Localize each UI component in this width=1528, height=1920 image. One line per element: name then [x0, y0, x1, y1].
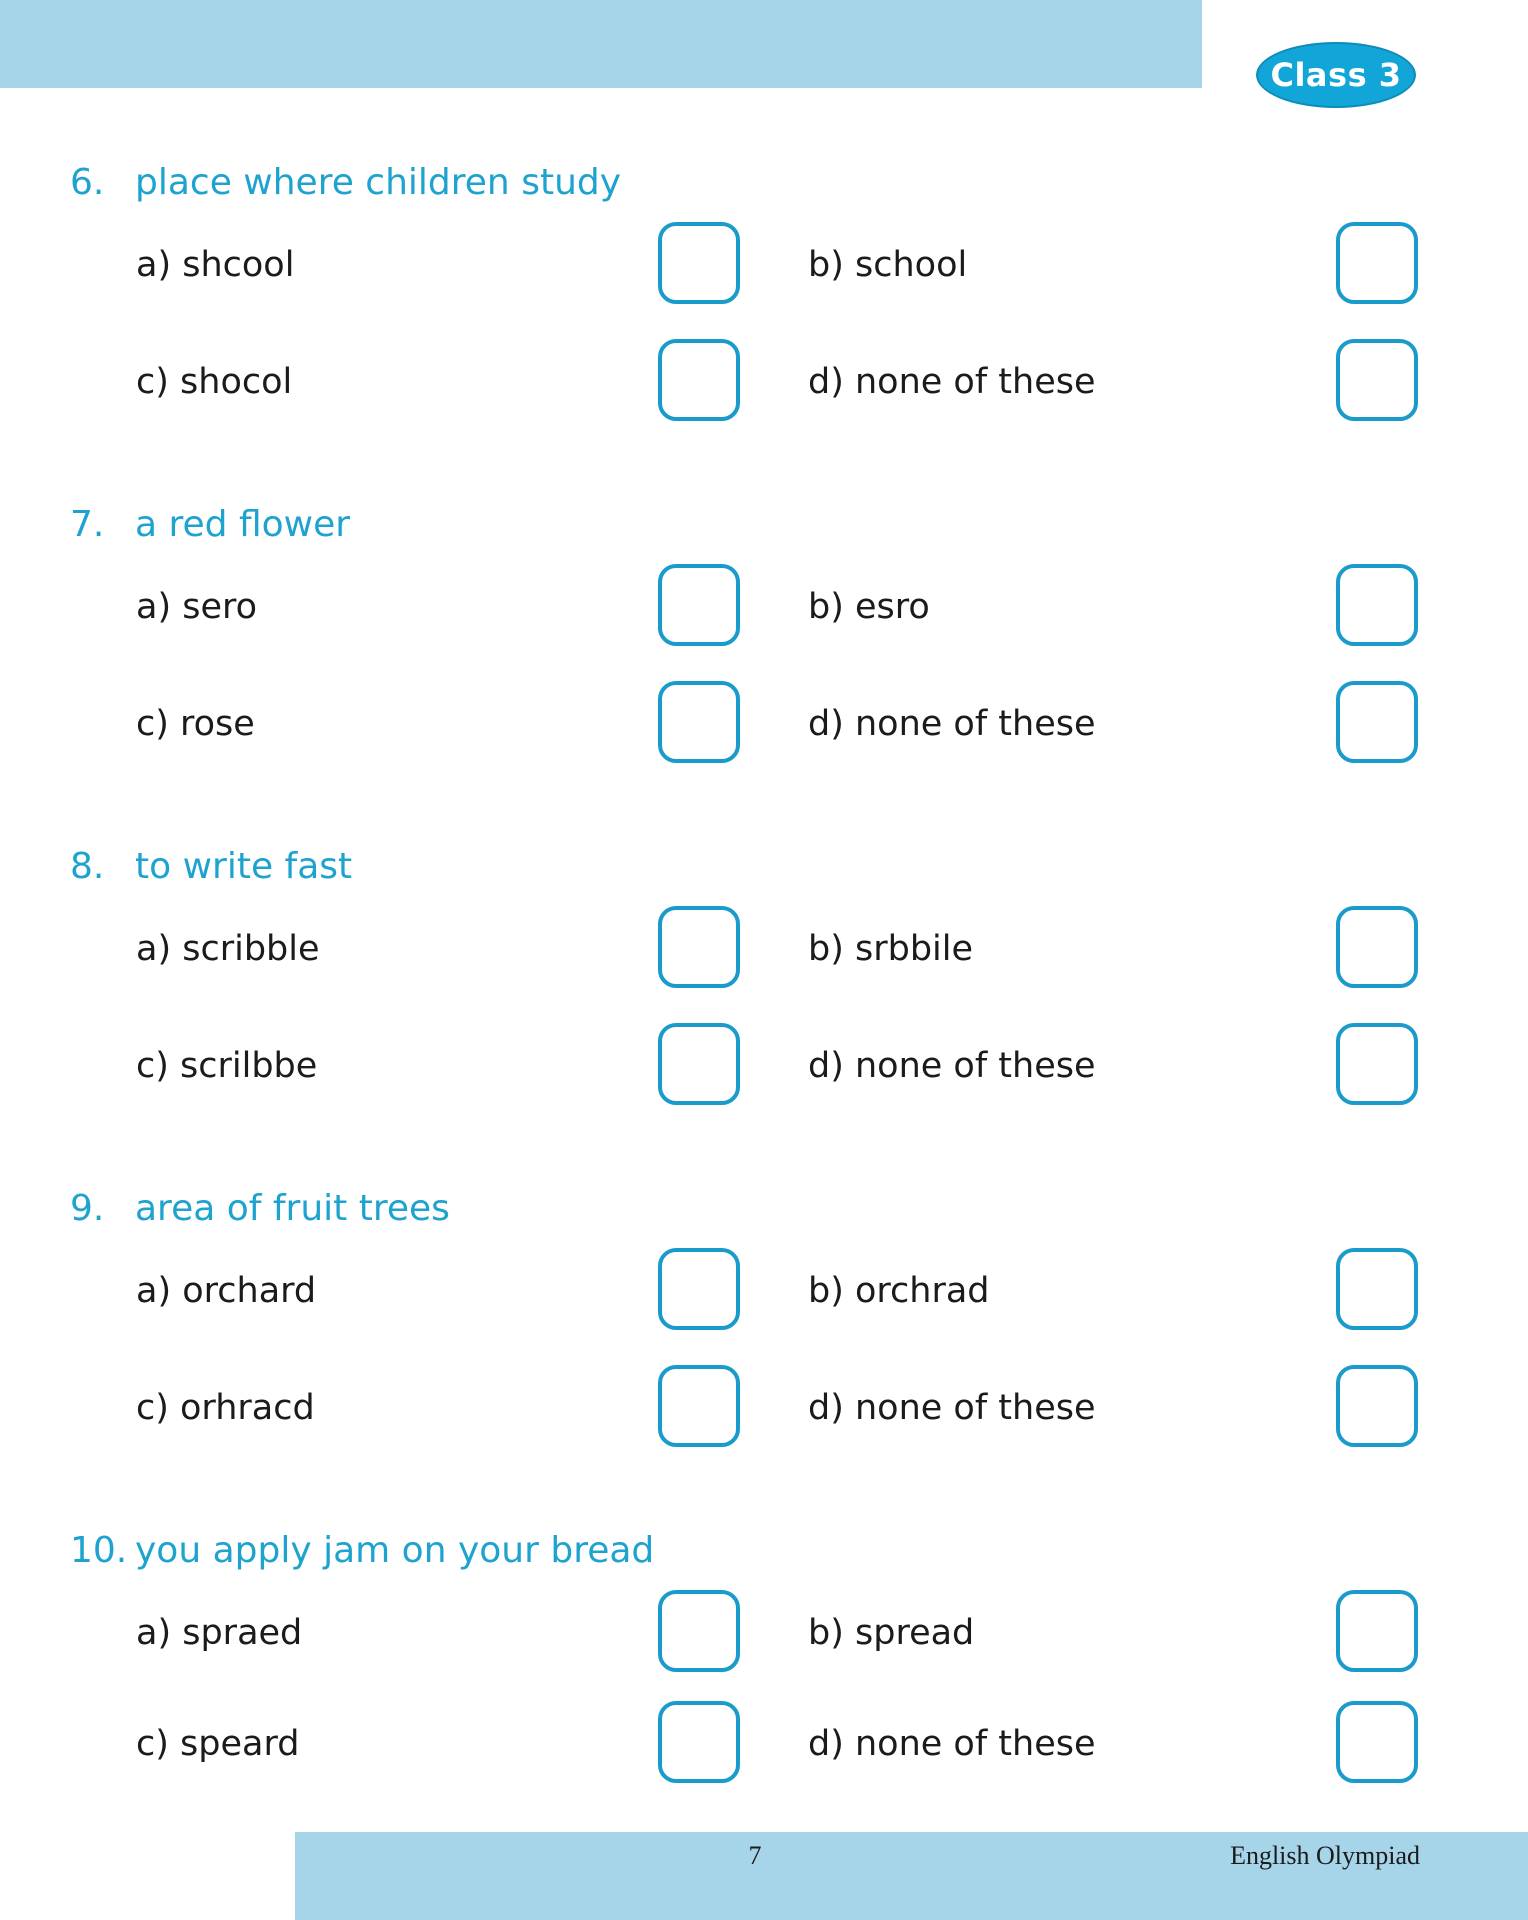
question-number: 8.: [70, 845, 105, 887]
option-a-label: a) scribble: [136, 929, 320, 969]
page-number: 7: [748, 1841, 762, 1870]
question-9: [0, 1184, 1528, 1484]
question-prompt: you apply jam on your bread: [135, 1529, 655, 1571]
option-d-checkbox[interactable]: [1336, 681, 1418, 763]
option-b-label: b) school: [808, 245, 968, 285]
option-d-label: d) none of these: [808, 362, 1096, 402]
option-a-checkbox[interactable]: [658, 1590, 740, 1672]
header-band: [0, 0, 1202, 88]
question-prompt: a red flower: [135, 503, 351, 545]
option-b-checkbox[interactable]: [1336, 1590, 1418, 1672]
footer-title: English Olympiad: [1230, 1841, 1420, 1870]
option-d-label: d) none of these: [808, 704, 1096, 744]
option-c-label: c) speard: [136, 1724, 300, 1764]
option-d-checkbox[interactable]: [1336, 339, 1418, 421]
question-7: [0, 500, 1528, 800]
option-b-checkbox[interactable]: [1336, 1248, 1418, 1330]
option-b-checkbox[interactable]: [1336, 222, 1418, 304]
option-b-label: b) srbbile: [808, 929, 974, 969]
option-a-label: a) sero: [136, 587, 258, 627]
option-c-label: c) orhracd: [136, 1388, 315, 1428]
option-d-checkbox[interactable]: [1336, 1701, 1418, 1783]
question-number: 6.: [70, 161, 105, 203]
question-prompt: to write fast: [135, 845, 353, 887]
option-a-label: a) orchard: [136, 1271, 317, 1311]
question-number: 10.: [70, 1529, 128, 1571]
option-c-label: c) shocol: [136, 362, 293, 402]
option-b-label: b) spread: [808, 1613, 975, 1653]
option-a-label: a) shcool: [136, 245, 295, 285]
option-b-label: b) esro: [808, 587, 930, 627]
class-badge: Class 3: [1256, 42, 1416, 108]
question-prompt: place where children study: [135, 161, 622, 203]
question-8: [0, 842, 1528, 1142]
option-b-checkbox[interactable]: [1336, 906, 1418, 988]
option-d-label: d) none of these: [808, 1724, 1096, 1764]
option-c-checkbox[interactable]: [658, 1365, 740, 1447]
question-prompt: area of fruit trees: [135, 1187, 450, 1229]
question-10: [0, 1526, 1528, 1826]
option-d-checkbox[interactable]: [1336, 1023, 1418, 1105]
option-c-label: c) scrilbbe: [136, 1046, 318, 1086]
option-c-label: c) rose: [136, 704, 255, 744]
option-d-label: d) none of these: [808, 1046, 1096, 1086]
question-6: [0, 158, 1528, 458]
option-a-checkbox[interactable]: [658, 222, 740, 304]
option-a-checkbox[interactable]: [658, 564, 740, 646]
question-number: 7.: [70, 503, 105, 545]
option-a-label: a) spraed: [136, 1613, 303, 1653]
question-number: 9.: [70, 1187, 105, 1229]
option-d-checkbox[interactable]: [1336, 1365, 1418, 1447]
option-c-checkbox[interactable]: [658, 339, 740, 421]
option-c-checkbox[interactable]: [658, 1023, 740, 1105]
option-a-checkbox[interactable]: [658, 1248, 740, 1330]
option-d-label: d) none of these: [808, 1388, 1096, 1428]
option-c-checkbox[interactable]: [658, 1701, 740, 1783]
option-b-checkbox[interactable]: [1336, 564, 1418, 646]
option-c-checkbox[interactable]: [658, 681, 740, 763]
option-b-label: b) orchrad: [808, 1271, 990, 1311]
option-a-checkbox[interactable]: [658, 906, 740, 988]
